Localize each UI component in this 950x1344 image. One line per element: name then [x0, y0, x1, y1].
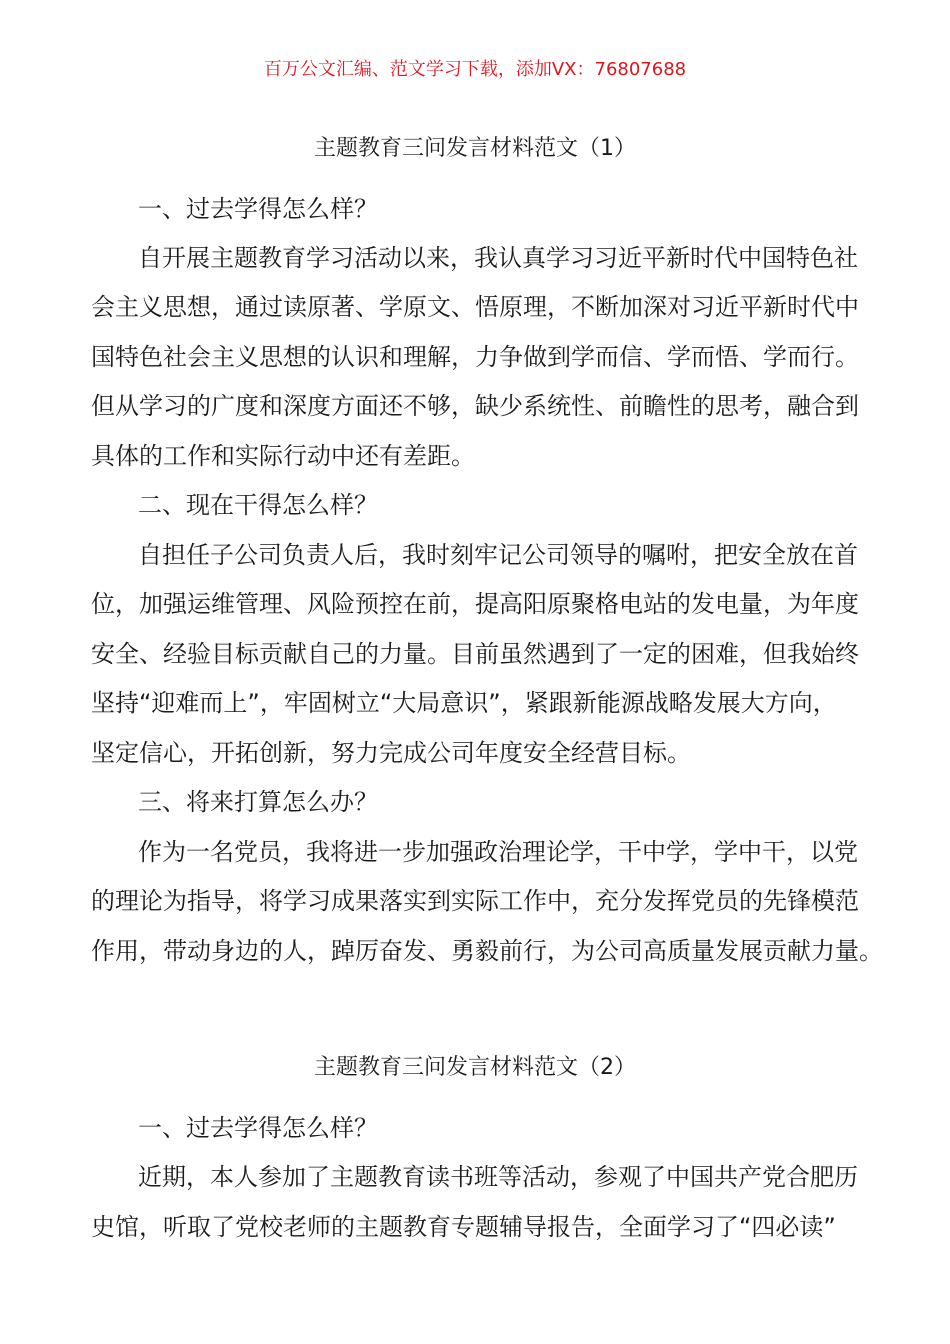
doc2-heading-1: 一、过去学得怎么样？ — [138, 1114, 378, 1142]
doc2-title: 主题教育三问发言材料范文（2） — [314, 1055, 636, 1080]
doc1-paragraph-line: 位，加强运维管理、风险预控在前，提高阳原聚格电站的发电量，为年度 — [91, 590, 859, 618]
doc1-paragraph-line: 国特色社会主义思想的认识和理解，力争做到学而信、学而悟、学而行。 — [91, 343, 859, 371]
doc1-paragraph-line: 会主义思想，通过读原著、学原文、悟原理，不断加深对习近平新时代中 — [91, 293, 859, 321]
doc1-heading-3: 三、将来打算怎么办？ — [138, 788, 378, 816]
doc1-paragraph-line: 作用，带动身边的人，踔厉奋发、勇毅前行，为公司高质量发展贡献力量。 — [91, 937, 883, 965]
doc2-paragraph-line: 近期，本人参加了主题教育读书班等活动，参观了中国共产党合肥历 — [138, 1163, 858, 1191]
doc1-paragraph-line: 安全、经验目标贡献自己的力量。目前虽然遇到了一定的困难，但我始终 — [91, 640, 859, 668]
doc1-paragraph-line: 的理论为指导，将学习成果落实到实际工作中，充分发挥党员的先锋模范 — [91, 887, 859, 915]
doc1-heading-2: 二、现在干得怎么样？ — [138, 491, 378, 519]
doc1-paragraph-line: 自担任子公司负责人后，我时刻牢记公司领导的嘱咐，把安全放在首 — [138, 541, 858, 569]
doc1-paragraph-line: 坚定信心，开拓创新，努力完成公司年度安全经营目标。 — [91, 739, 691, 767]
doc1-heading-1: 一、过去学得怎么样？ — [138, 195, 378, 223]
doc1-title: 主题教育三问发言材料范文（1） — [314, 136, 636, 161]
promo-header: 百万公文汇编、范文学习下载，添加VX：76807688 — [263, 59, 687, 80]
doc1-paragraph-line: 自开展主题教育学习活动以来，我认真学习习近平新时代中国特色社 — [138, 244, 858, 272]
doc1-paragraph-line: 坚持“迎难而上”，牢固树立“大局意识”，紧跟新能源战略发展大方向， — [91, 689, 837, 717]
doc1-paragraph-line: 具体的工作和实际行动中还有差距。 — [91, 442, 475, 470]
doc2-paragraph-line: 史馆，听取了党校老师的主题教育专题辅导报告，全面学习了“四必读” — [91, 1213, 836, 1241]
doc1-paragraph-line: 但从学习的广度和深度方面还不够，缺少系统性、前瞻性的思考，融合到 — [91, 392, 859, 420]
doc1-paragraph-line: 作为一名党员，我将进一步加强政治理论学，干中学，学中干，以党 — [138, 838, 858, 866]
